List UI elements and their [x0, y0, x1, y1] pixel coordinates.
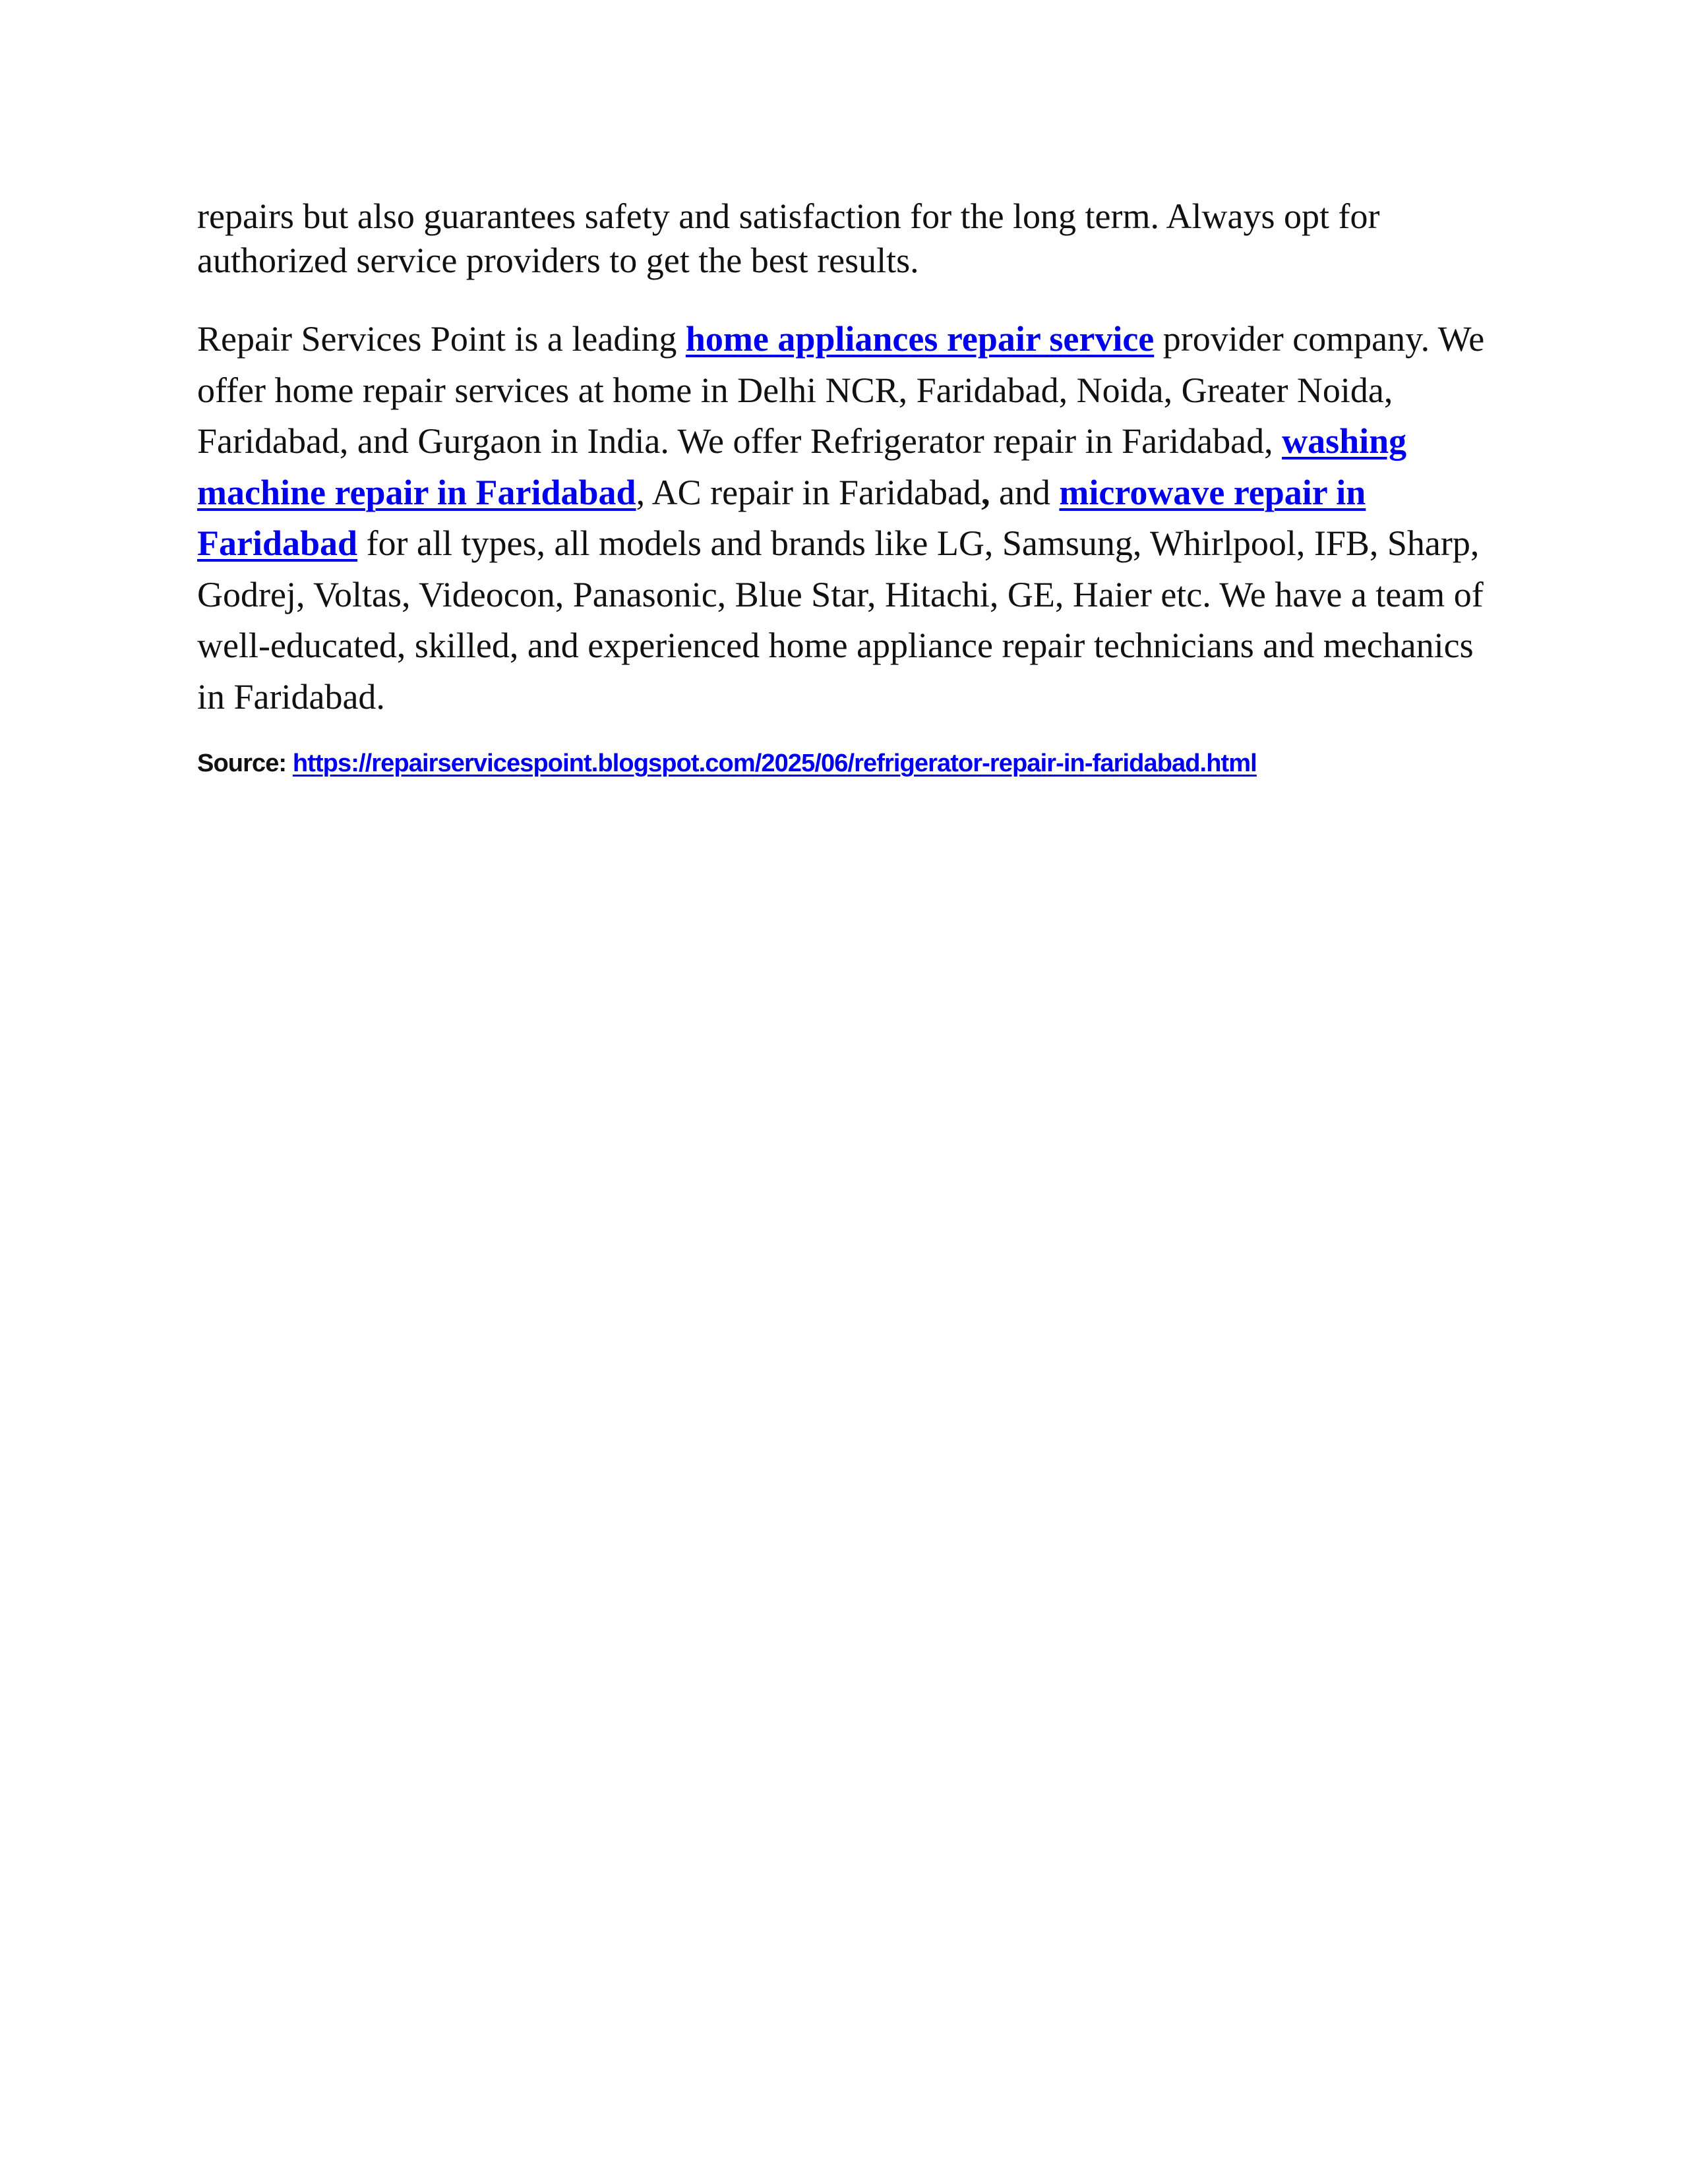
paragraph-intro-continuation	[197, 194, 1499, 283]
source-line	[197, 746, 1499, 781]
source-label: Source:	[197, 750, 293, 777]
paragraph-2-part-4: and	[990, 472, 1060, 512]
source-url-link[interactable]: https://repairservicespoint.blogspot.com/2025/06/refrigerator-repair-in-faridabad.html	[292, 750, 1257, 777]
paragraph-company-info	[197, 314, 1499, 723]
paragraph-2-part-3: , AC repair in Faridabad	[636, 472, 981, 512]
home-appliances-repair-link[interactable]: home appliances repair service	[685, 319, 1155, 359]
paragraph-2-part-1: Repair Services Point is a leading	[197, 319, 686, 359]
document-body	[197, 194, 1499, 781]
paragraph-2-part-2: provider company. We offer home repair services at home in Delhi NCR, Faridabad, Noida, Greater Noida, Faridabad, and Gurgaon in India. We offer Refrigerator repair in Faridabad,	[197, 319, 1485, 461]
paragraph-2-bold-comma: ,	[980, 472, 990, 512]
paragraph-1-text: repairs but also guarantees safety and satisfaction for the long term. Always opt for authorized service providers to get the best results.	[197, 196, 1380, 280]
microwave-repair-link[interactable]: microwave repair in Faridabad	[197, 472, 1366, 563]
washing-machine-repair-link[interactable]: washing machine repair in Faridabad	[197, 421, 1407, 512]
paragraph-2-part-5: for all types, all models and brands like LG, Samsung, Whirlpool, IFB, Sharp, Godrej, Voltas, Videocon, Panasonic, Blue Star, Hitachi, GE, Haier etc. We have a team of well-educated, skilled, and experienced home appliance repair technicians and mechanics in Faridabad.	[197, 523, 1484, 717]
